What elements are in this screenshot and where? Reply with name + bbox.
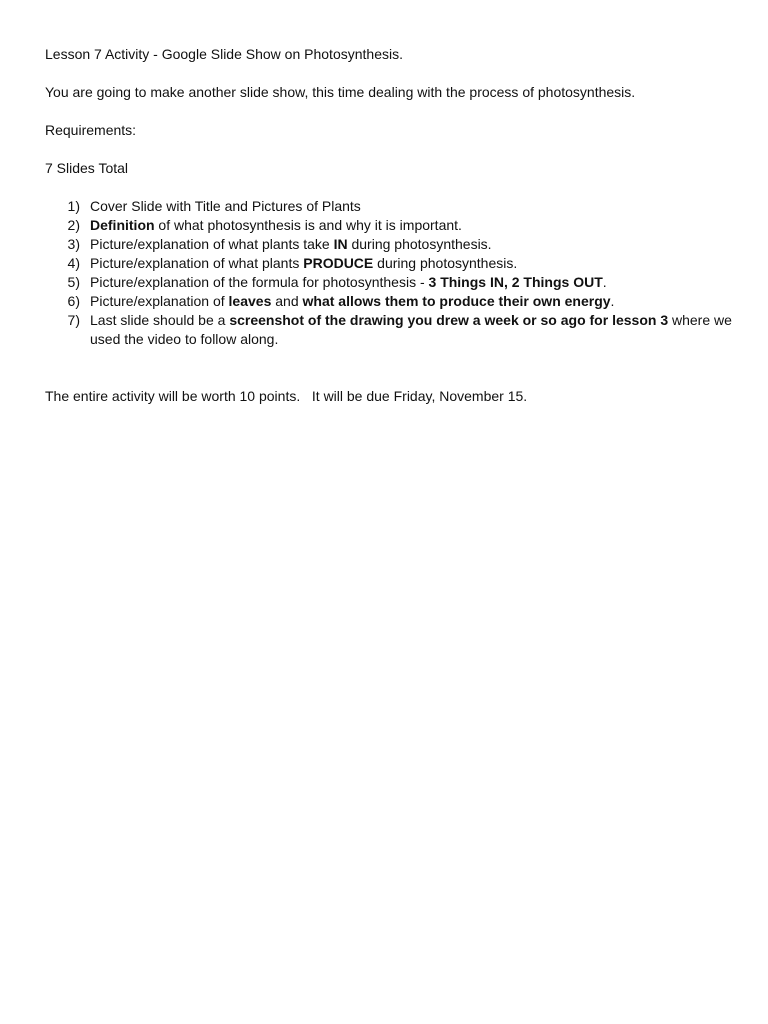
list-item-text bbox=[90, 311, 735, 349]
plain-text: Picture/explanation of the formula for photosynthesis - bbox=[90, 274, 429, 290]
list-item-number: 2) bbox=[67, 217, 80, 233]
plain-text: of what photosynthesis is and why it is important. bbox=[154, 217, 462, 233]
bold-text: screenshot of the drawing you drew a week or so ago for lesson 3 bbox=[229, 312, 669, 328]
document-page bbox=[45, 45, 735, 406]
plain-text: . bbox=[610, 293, 615, 309]
bold-text: PRODUCE bbox=[303, 255, 374, 271]
plain-text: . bbox=[602, 274, 607, 290]
list-item-number: 6) bbox=[67, 293, 80, 309]
list-item-number: 3) bbox=[67, 236, 80, 252]
plain-text: during photosynthesis. bbox=[347, 236, 492, 252]
list-item-text bbox=[90, 273, 735, 292]
plain-text: Picture/explanation of bbox=[90, 293, 229, 309]
list-item bbox=[45, 273, 735, 292]
bold-text: 3 Things IN, 2 Things OUT bbox=[428, 274, 603, 290]
list-item-number: 1) bbox=[67, 198, 80, 214]
list-item-text bbox=[90, 292, 735, 311]
plain-text: Picture/explanation of what plants bbox=[90, 255, 304, 271]
bold-text: IN bbox=[333, 236, 348, 252]
list-item-number: 7) bbox=[67, 312, 80, 328]
list-item-text bbox=[90, 235, 735, 254]
list-item-text bbox=[90, 216, 735, 235]
list-item-text bbox=[90, 197, 735, 216]
list-item bbox=[45, 254, 735, 273]
list-item bbox=[45, 216, 735, 235]
slides-total: 7 Slides Total bbox=[45, 160, 129, 176]
plain-text: during photosynthesis. bbox=[373, 255, 518, 271]
list-item bbox=[45, 197, 735, 216]
list-item-number: 5) bbox=[67, 274, 80, 290]
plain-text: Picture/explanation of what plants take bbox=[90, 236, 334, 252]
intro-paragraph: You are going to make another slide show, this time dealing with the process of photosynthesis. bbox=[45, 84, 636, 100]
document-title: Lesson 7 Activity - Google Slide Show on Photosynthesis. bbox=[45, 46, 403, 62]
plain-text: where we used the video to follow along. bbox=[90, 312, 732, 347]
list-item bbox=[45, 311, 735, 349]
bold-text: what allows them to produce their own energy bbox=[302, 293, 611, 309]
bold-text: Definition bbox=[90, 217, 155, 233]
list-item bbox=[45, 292, 735, 311]
plain-text: and bbox=[271, 293, 303, 309]
requirements-list bbox=[45, 197, 735, 349]
plain-text: Last slide should be a bbox=[90, 312, 230, 328]
list-item-text bbox=[90, 254, 735, 273]
closing-paragraph: The entire activity will be worth 10 points. It will be due Friday, November 15. bbox=[45, 388, 528, 404]
list-item-number: 4) bbox=[67, 255, 80, 271]
list-item bbox=[45, 235, 735, 254]
bold-text: leaves bbox=[228, 293, 272, 309]
requirements-label: Requirements: bbox=[45, 122, 137, 138]
plain-text: Cover Slide with Title and Pictures of Plants bbox=[90, 198, 361, 214]
